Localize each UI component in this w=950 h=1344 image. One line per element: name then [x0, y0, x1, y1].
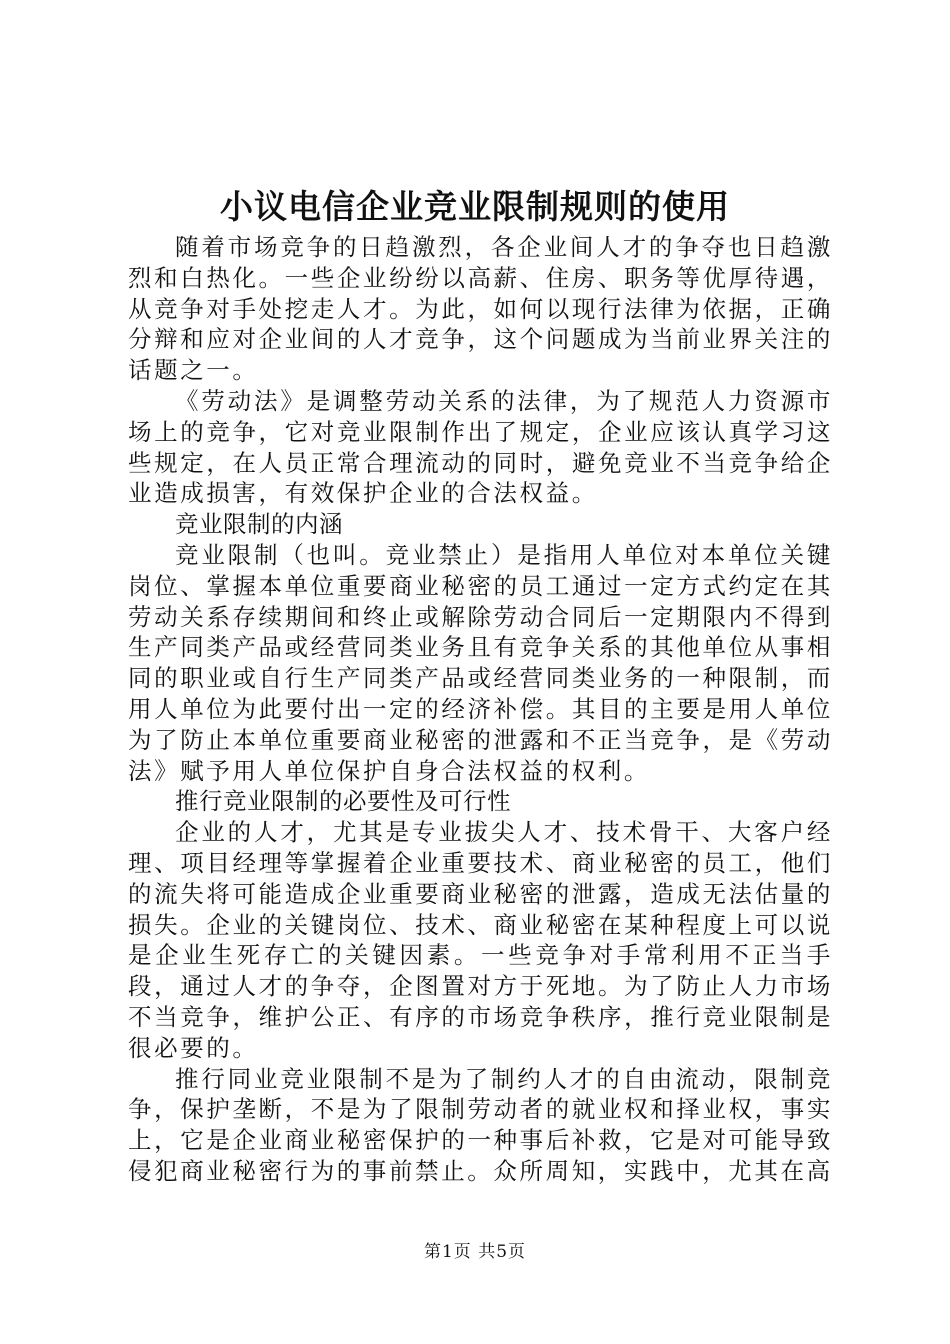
section-heading-definition: 竞业限制的内涵 [175, 510, 343, 539]
paragraph-definition: 竞业限制（也叫。竞业禁止）是指用人单位对本单位关键岗位、掌握本单位重要商业秘密的员工通过一定方式约定在其劳动关系存续期间和终止或解除劳动合同后一定期限内不得到生产同类产品或经营同类业务且有竞争关系的其他单位从事相同的职业或自行生产同类产品或经营同类业务的一种限制，而用人单位为此要付出一定的经济补偿。其目的主要是用人单位为了防止本单位重要商业秘密的泄露和不正当竞争，是《劳动法》赋予用人单位保护自身合法权益的权利。 [128, 540, 833, 785]
paragraph-not-restriction: 推行同业竞业限制不是为了制约人才的自由流动，限制竞争，保护垄断，不是为了限制劳动者的就业权和择业权，事实上，它是企业商业秘密保护的一种事后补救，它是对可能导致侵犯商业秘密行为的事前禁止。众所周知，实践中，尤其在高 [128, 1064, 833, 1185]
page-title: 小议电信企业竞业限制规则的使用 [220, 187, 730, 226]
page-footer: 第1页 共5页 [423, 1242, 527, 1262]
document-body [128, 232, 833, 1187]
section-heading-necessity: 推行竞业限制的必要性及可行性 [175, 787, 511, 816]
paragraph-talent-loss: 企业的人才，尤其是专业拔尖人才、技术骨干、大客户经理、项目经理等掌握着企业重要技术、商业秘密的员工，他们的流失将可能造成企业重要商业秘密的泄露，造成无法估量的损失。企业的关键岗位、技术、商业秘密在某种程度上可以说是企业生死存亡的关键因素。一些竞争对手常利用不正当手段，通过人才的争夺，企图置对方于死地。为了防止人力市场不当竞争，维护公正、有序的市场竞争秩序，推行竞业限制是很必要的。 [128, 818, 833, 1062]
paragraph-labor-law: 《劳动法》是调整劳动关系的法律，为了规范人力资源市场上的竞争，它对竞业限制作出了规定，企业应该认真学习这些规定，在人员正常合理流动的同时，避免竞业不当竞争给企业造成损害，有效保护企业的合法权益。 [128, 386, 833, 508]
paragraph-intro: 随着市场竞争的日趋激烈，各企业间人才的争夺也日趋激烈和白热化。一些企业纷纷以高薪、住房、职务等优厚待遇，从竞争对手处挖走人才。为此，如何以现行法律为依据，正确分辩和应对企业间的人才竞争，这个问题成为当前业界关注的话题之一。 [128, 233, 833, 385]
